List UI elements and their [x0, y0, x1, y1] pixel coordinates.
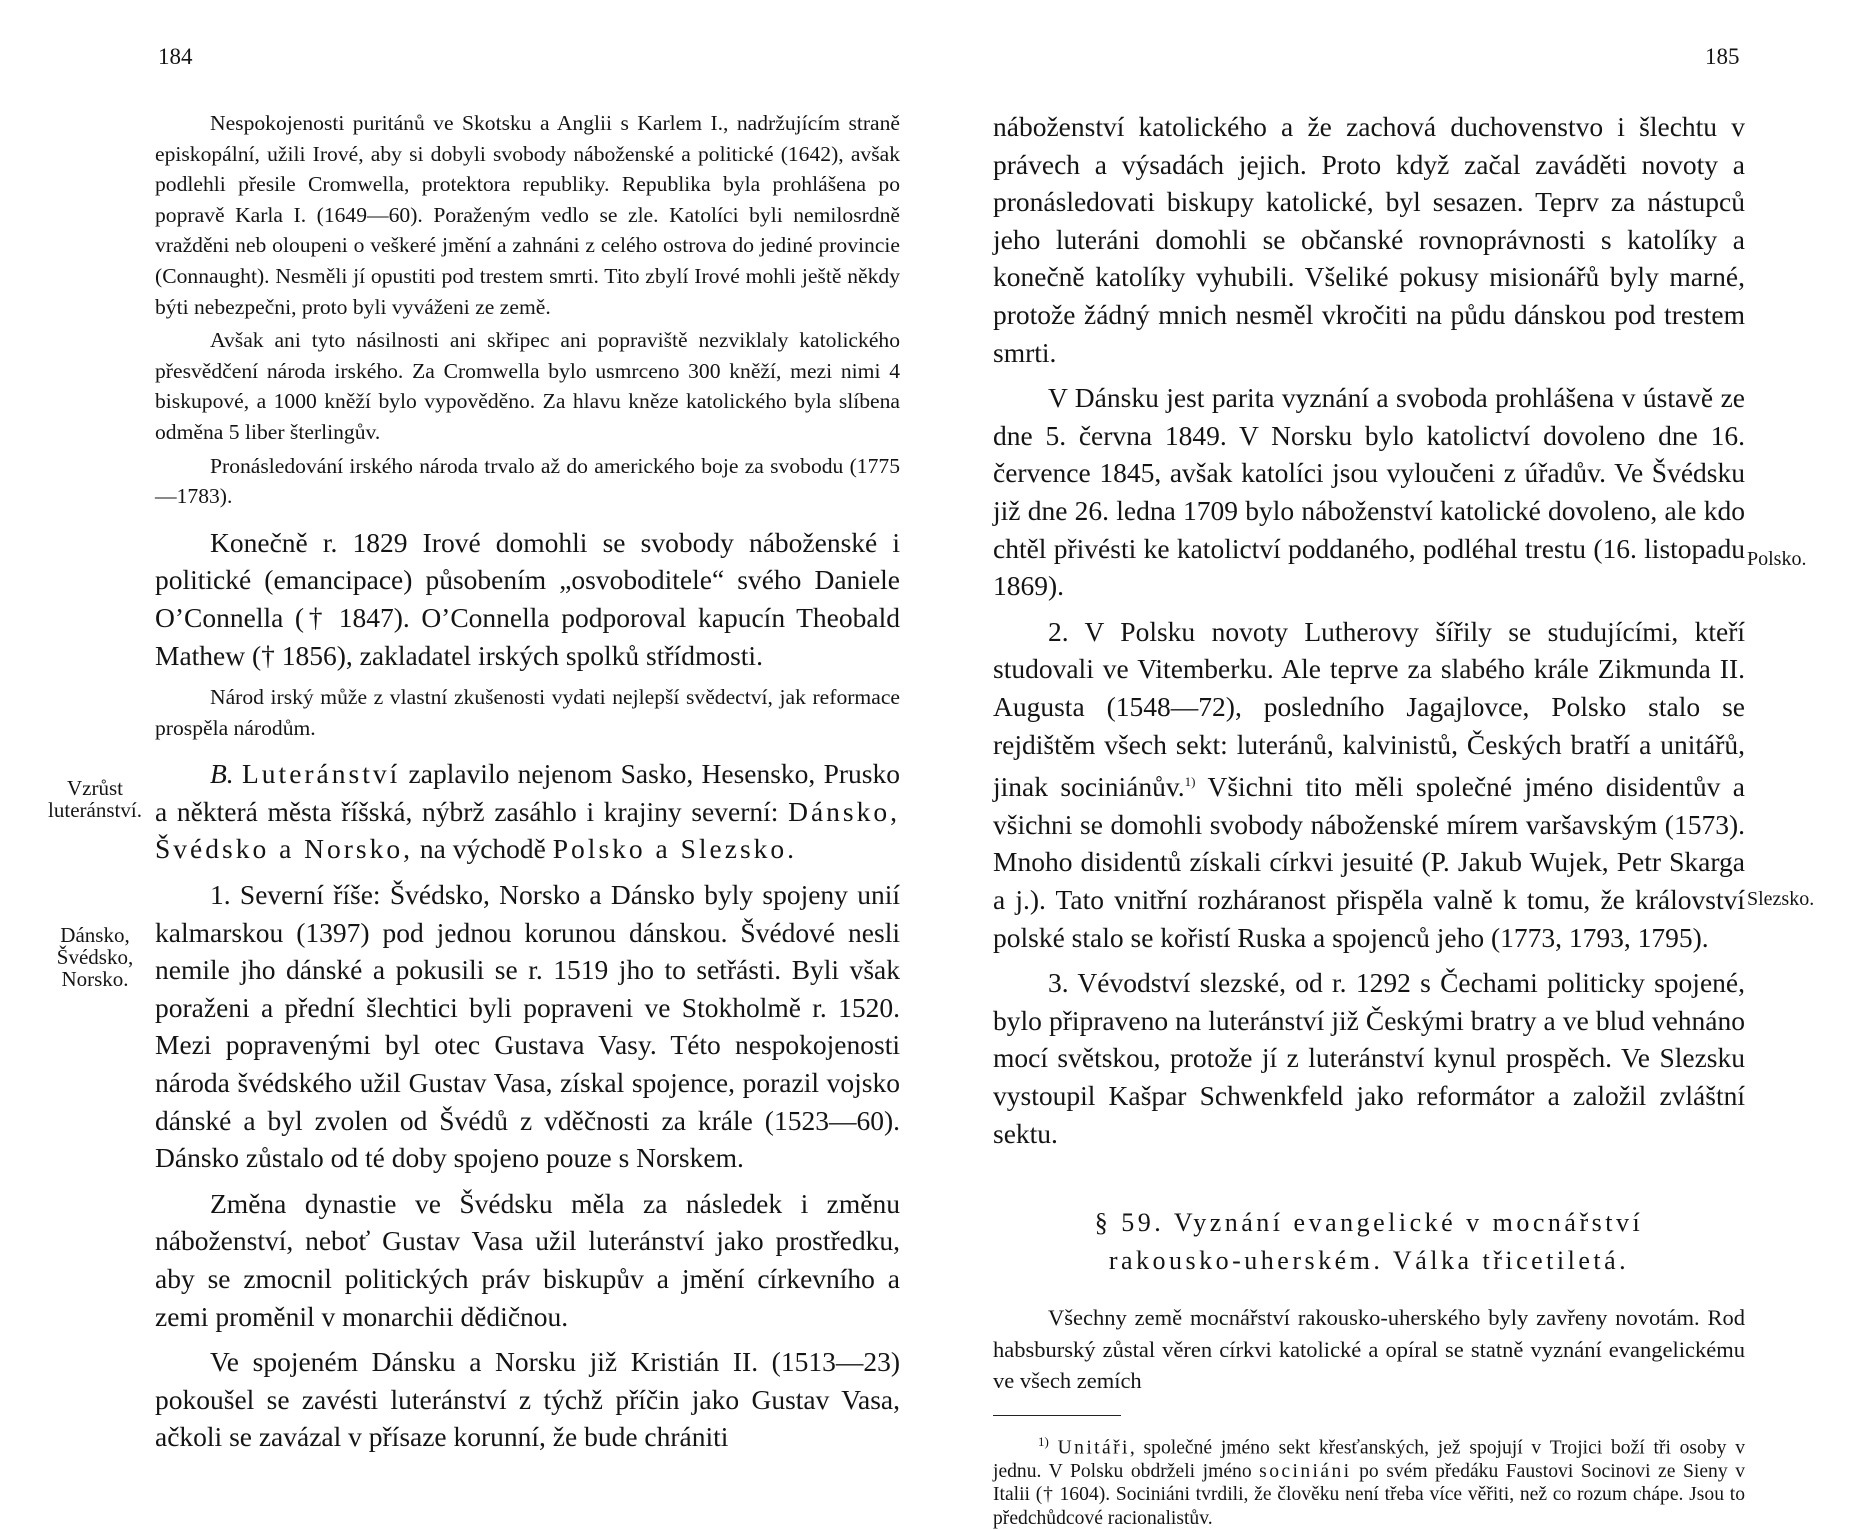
margin-note-dansko: Dánsko, Švédsko, Norsko.	[56, 923, 134, 991]
paragraph-polsko	[993, 613, 1745, 957]
left-text-column	[155, 108, 900, 1464]
footnote-divider	[993, 1415, 1121, 1416]
paragraph: Národ irský může z vlastní zkušenosti vydati nejlepší svědectví, jak reformace prospěla národům.	[155, 685, 900, 740]
spaced-term: Polsko a Slezsko.	[552, 833, 798, 865]
paragraph: náboženství katolického a že zachová duchovenstvo i šlechtu v právech a výsadách jejich. Proto když začal zaváděti novoty a pronásledovati biskupy katolické, byl sesazen. Teprv za nástupců jeho luteráni domohli se občanské rovnoprávnosti s katolíky a konečně katolíky vyhubili. Všeliké pokusy misionářů byly marné, protože žádný mnich nesměl vkročiti na půdu dánskou pod trestem smrti.	[993, 111, 1745, 368]
section-heading	[993, 1204, 1745, 1280]
paragraph-b-section	[155, 755, 900, 868]
paragraph: Nespokojenosti puritánů ve Skotsku a Anglii s Karlem I., nadržujícím straně episkopální, užili Irové, aby si dobyli svobody náboženské a politické (1642), avšak podlehli přesile Cromwella, protektora republiky. Republika byla prohlášena po popravě Karla I. (1649—60). Poraženým vedlo se zle. Katolíci byli nemilosrdně vražděni neb oloupeni o veškeré jmění a zahnáni z celého ostrova do jediné provincie (Connaught). Nesměli jí opustiti pod trestem smrti. Tito zbylí Irové mohli ještě někdy býti nebezpečni, proto byli vyváženi ze země.	[155, 111, 900, 319]
margin-note-polsko: Polsko.	[1747, 548, 1807, 570]
text-run: na východě	[413, 833, 553, 865]
page-number: 184	[158, 44, 193, 69]
spaced-term: Luteránství	[242, 758, 401, 790]
paragraph: Změna dynastie ve Švédsku měla za následek i změnu náboženství, neboť Gustav Vasa užil luteránství jako prostředku, aby se zmocnil politických práv biskupův a jmění církevního a zemi proměnil v monarchii dědičnou.	[155, 1187, 900, 1332]
spaced-term: sociniáni	[1259, 1460, 1352, 1482]
footnote	[993, 1430, 1745, 1530]
footnote-mark: 1)	[1038, 1433, 1049, 1449]
spaced-term: Dánsko, Švédsko a Norsko,	[155, 795, 900, 865]
margin-note-vzrust: Vzrůst luteránství.	[48, 776, 142, 822]
section-letter: B.	[210, 758, 234, 790]
paragraph: Ve spojeném Dánsku a Norsku již Kristián II. (1513—23) pokoušel se zavésti luteránství z týchž příčin jako Gustav Vasa, ačkoli se zavázal v přísaze korunní, že bude chrániti	[155, 1346, 900, 1453]
left-page	[0, 0, 931, 1500]
paragraph: 1. Severní říše: Švédsko, Norsko a Dánsko byly spojeny unií kalmarskou (1397) pod jednou korunou dánskou. Švédové nesli nemile jho dánské a pokusili se r. 1519 jho to setřásti. Byli však poraženi a přední šlechtici byli popraveni ve Stokholmě r. 1520. Mezi popravenými byl otec Gustava Vasy. Této nespokojenosti národa švédského užil Gustav Vasa, získal spojence, porazil vojsko dánské a byl zvolen od Švédů z vděčnosti za krále (1523—60). Dánsko zůstalo od té doby spojeno pouze s Norskem.	[155, 879, 900, 1174]
right-text-column	[993, 108, 1745, 1530]
page-number: 185	[1705, 44, 1740, 69]
right-page	[931, 0, 1862, 1529]
footnote-reference[interactable]: 1)	[1184, 774, 1196, 790]
text-run: Všichni tito měli společné jméno disidentův a všichni se domohli svobody náboženské mírem varšavským (1573). Mnoho disidentů získali církvi jesuité (P. Jakub Wujek, Petr Skarga a j.). Tato vnitřní rozháranost přispěla valně k tomu, že království polské stalo se kořistí Ruska a spojenců jeho (1773, 1793, 1795).	[993, 771, 1745, 953]
paragraph: V Dánsku jest parita vyznání a svoboda prohlášena v ústavě ze dne 5. června 1849. V Norsku bylo katolictví dovoleno dne 16. července 1845, avšak katolíci jsou vyloučeni z úřadův. Ve Švédsku již dne 26. ledna 1709 bylo náboženství katolické dovoleno, ale kdo chtěl přivésti ke katolictví poddaného, podléhal trestu (16. listopadu 1869).	[993, 382, 1745, 602]
paragraph: Všechny země mocnářství rakousko-uherského byly zavřeny novotám. Rod habsburský zůstal věren církvi katolické a opíral se statně vyznání evangelickému ve všech zemích	[993, 1305, 1745, 1394]
text-run: zaplavilo nejenom Sasko, Hesensko, Prusko a některá města říšská, nýbrž zasáhlo i krajiny severní:	[155, 758, 901, 827]
paragraph-slezsko: 3. Vévodství slezské, od r. 1292 s Čechami politicky spojené, bylo připraveno na luteránství již Českými bratry a ve blud vehnáno mocí světskou, protože jí z luteránství kynul prospěch. Ve Slezsku vystoupil Kašpar Schwenkfeld jako reformátor a založil zvláštní sektu.	[993, 967, 1745, 1149]
margin-note-slezsko: Slezsko.	[1747, 888, 1815, 910]
text-run: po svém předáku Faustovi Socinovi ze Sieny v Italii († 1604). Sociniáni tvrdili, že člověku není třeba více věřiti, než co rozum chápe. Jsou to předchůdcové racionalistův.	[993, 1460, 1745, 1529]
heading-line: § 59. Vyznání evangelické v mocnářství	[1094, 1208, 1644, 1238]
text-run: 2. V Polsku novoty Lutherovy šířily se studujícími, kteří studovali ve Vitemberku. Ale teprve za slabého krále Zikmunda II. Augusta (1548—72), posledního Jagajlovce, Polsko stalo se rejdištěm všech sekt: luteránů, kalvinistů, Českých bratří a unitářů, jinak sociniánův.	[993, 615, 1745, 803]
paragraph: Pronásledování irského národa trvalo až do amerického boje za svobodu (1775—1783).	[155, 453, 900, 509]
spaced-term: Unitáři	[1057, 1437, 1130, 1459]
text-run: , společné jméno sekt křesťanských, jež spojují v Trojici boží tři osoby v jednu. V Polsku obdrželi jméno	[993, 1437, 1745, 1482]
paragraph: Konečně r. 1829 Irové domohli se svobody náboženské i politické (emancipace) působením „osvoboditele“ svého Daniele O’Connella († 1847). O’Connella podporoval kapucín Theobald Mathew († 1856), zakladatel irských spolků střídmosti.	[155, 526, 900, 671]
paragraph: Avšak ani tyto násilnosti ani skřipec ani popraviště nezviklaly katolického přesvědčení národa irského. Za Cromwella bylo usmrceno 300 kněží, mezi nimi 4 biskupové, a 1000 kněží bylo vypověděno. Za hlavu kněze katolického byla slíbena odměna 5 liber šterlingův.	[155, 328, 900, 444]
heading-line: rakousko-uherském. Válka třicetiletá.	[1108, 1246, 1630, 1276]
